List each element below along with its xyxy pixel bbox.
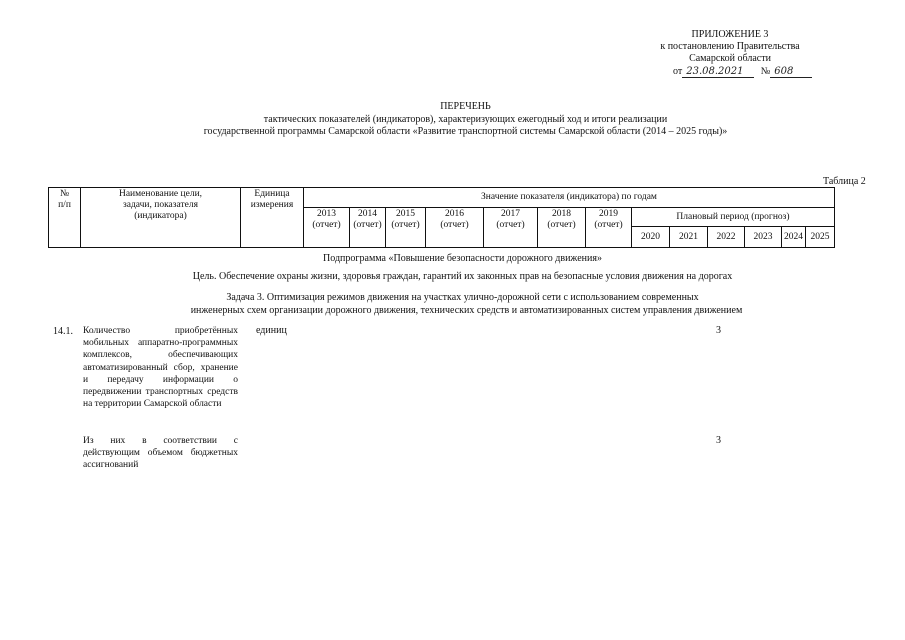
heading-title: ПЕРЕЧЕНЬ (440, 101, 491, 112)
indicator-subrow-name: Из них в соответствии с действующим объемом бюджетных ассигнований (83, 436, 238, 471)
year-note: (отчет) (353, 220, 382, 230)
table-label: Таблица 2 (823, 176, 866, 187)
year-cell-2017 (484, 208, 538, 248)
planned-period-header: Плановый период (прогноз) (632, 208, 835, 227)
year-label: 2018 (552, 209, 571, 219)
appendix-line1: к постановлению Правительства (660, 41, 800, 52)
indicator-table-header (48, 187, 835, 248)
col-unit-header: Единица измерения (241, 188, 304, 248)
year-cell-2013 (304, 208, 350, 248)
year-note: (отчет) (547, 220, 576, 230)
year-note: (отчет) (496, 220, 525, 230)
heading-line2: государственной программы Самарской области «Развитие транспортной системы Самарской области (2014 – 2025 годы)» (203, 126, 728, 137)
row-number: 14.1. (53, 326, 73, 337)
document-heading (0, 101, 905, 139)
subrow-value-cell: 3 (716, 435, 721, 446)
appendix-line2: Самарской области (689, 53, 771, 64)
planned-year-2020: 2020 (632, 227, 670, 248)
goal-text (0, 271, 905, 282)
planned-year-2024: 2024 (782, 227, 806, 248)
heading-line1: тактических показателей (индикаторов), характеризующих ежегодный ход и итоги реализации (263, 113, 668, 125)
year-note: (отчет) (440, 220, 469, 230)
year-note: (отчет) (312, 220, 341, 230)
year-label: 2013 (317, 209, 336, 219)
col-values-header: Значение показателя (индикатора) по годам (304, 188, 835, 208)
value-cell: 3 (716, 325, 721, 336)
task-line2: инженерных схем организации дорожного движения, технических средств и автоматизированных систем управления движением (190, 305, 743, 316)
year-cell-2016 (426, 208, 484, 248)
col-name-header: Наименование цели, задачи, показателя (индикатора) (81, 188, 241, 248)
appendix-date-line (673, 66, 812, 78)
date-handwritten: 23.08.2021 (682, 66, 754, 78)
year-note: (отчет) (594, 220, 623, 230)
year-cell-2018 (538, 208, 586, 248)
year-cell-2019 (586, 208, 632, 248)
planned-year-2023: 2023 (745, 227, 782, 248)
subprogram-title (0, 253, 905, 264)
year-label: 2019 (599, 209, 618, 219)
planned-year-2021: 2021 (670, 227, 708, 248)
number-label: № (760, 66, 771, 77)
number-handwritten: 608 (770, 66, 812, 78)
year-label: 2015 (396, 209, 415, 219)
goal-text-span: Цель. Обеспечение охраны жизни, здоровья граждан, гарантий их законных прав на безопасные условия движения на дорогах (192, 271, 733, 282)
appendix-block (640, 29, 820, 65)
appendix-title: ПРИЛОЖЕНИЕ 3 (691, 29, 769, 40)
year-cell-2015 (386, 208, 426, 248)
indicator-name: Количество приобретённых мобильных аппаратно-программных комплексов, обеспечивающих автоматизированный сбор, хранение и передачу информации о передвижении транспортных средств на территории Самарской области (83, 326, 238, 410)
col-num-header: № п/п (49, 188, 81, 248)
year-note: (отчет) (391, 220, 420, 230)
task-text (0, 291, 905, 317)
subprogram-text: Подпрограмма «Повышение безопасности дорожного движения» (323, 253, 602, 264)
unit-cell: единиц (256, 325, 287, 336)
planned-year-2022: 2022 (708, 227, 745, 248)
planned-year-2025: 2025 (806, 227, 835, 248)
year-label: 2014 (358, 209, 377, 219)
task-line1: Задача 3. Оптимизация режимов движения на участках улично-дорожной сети с использованием современных (226, 292, 699, 303)
year-label: 2017 (501, 209, 520, 219)
from-label: от (673, 66, 683, 77)
year-cell-2014 (350, 208, 386, 248)
year-label: 2016 (445, 209, 464, 219)
